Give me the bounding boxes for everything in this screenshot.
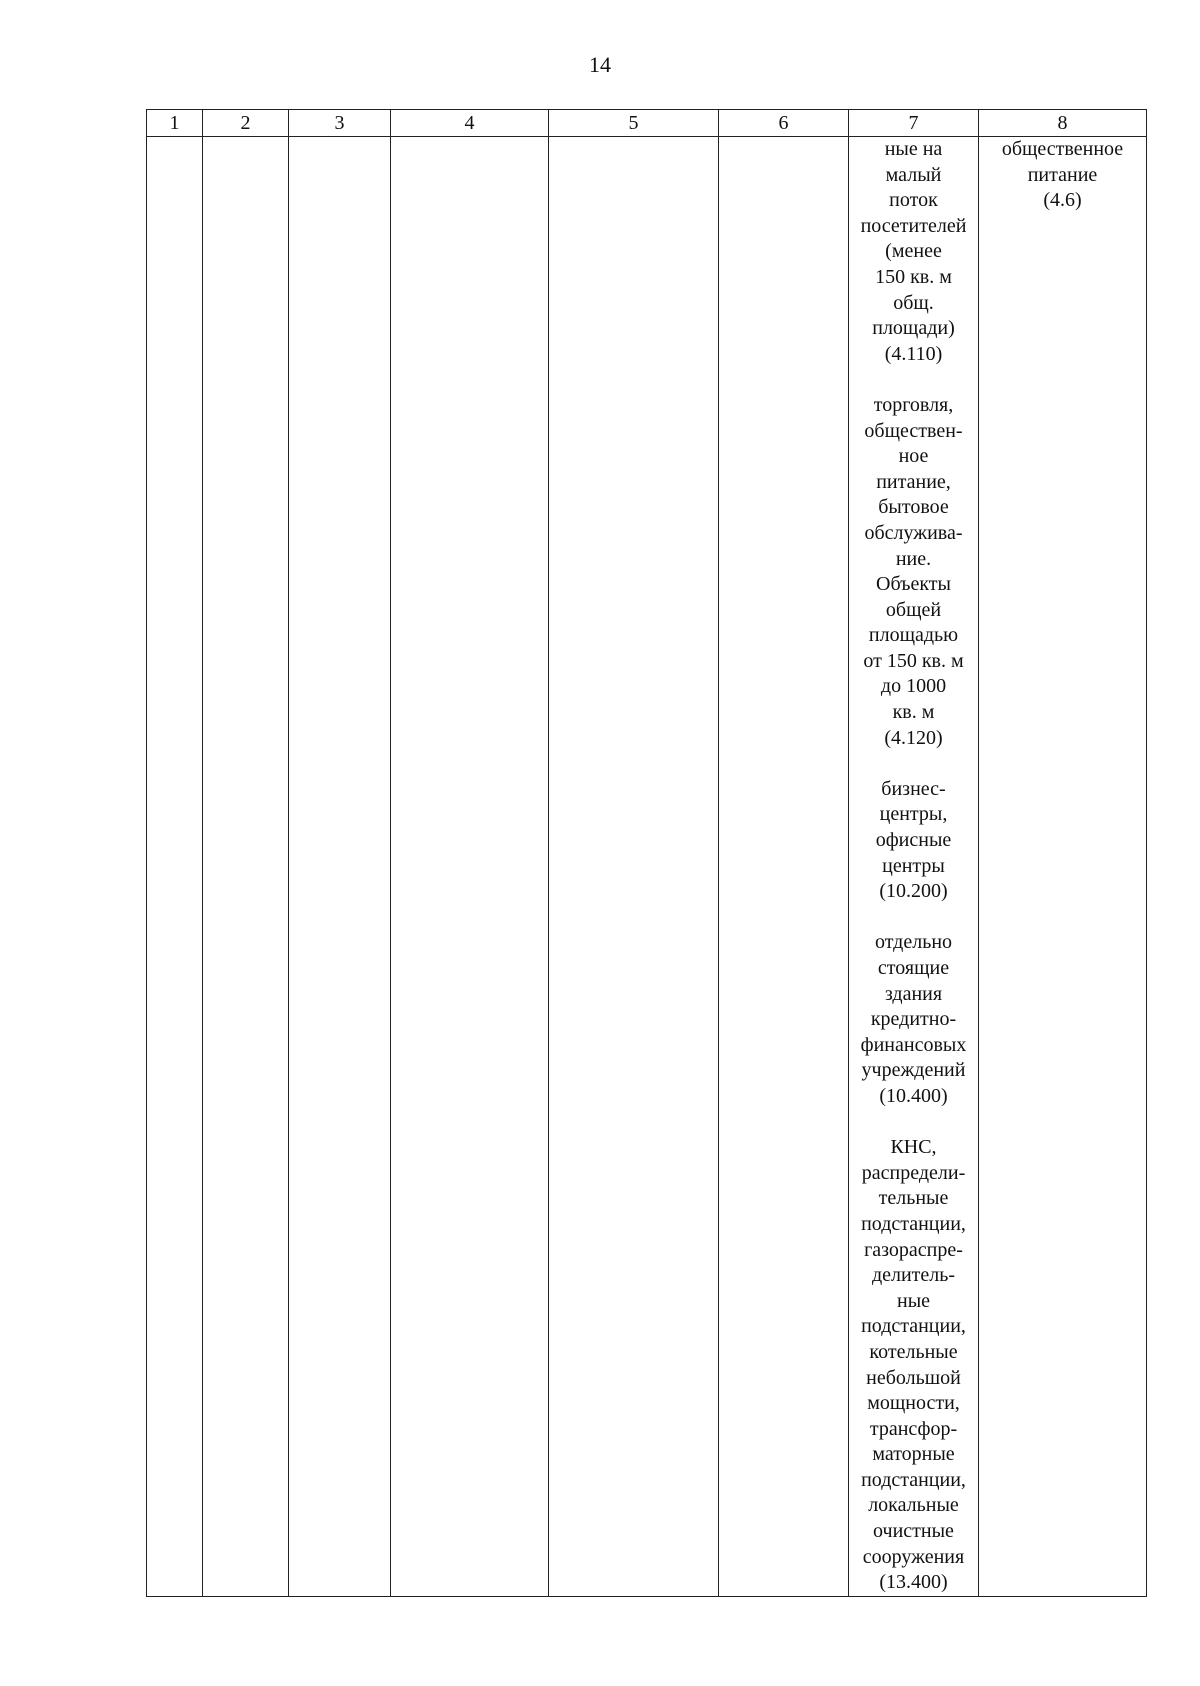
column-number: 1 (147, 110, 203, 137)
page-number: 14 (589, 52, 611, 77)
table-cell-col1 (147, 137, 203, 1597)
table-cell-col6 (719, 137, 849, 1597)
use-entry: ные на малый поток посетителей (менее 150 кв. м общ. площади) (4.110) (860, 138, 967, 365)
use-entry: отдельно стоящие здания кредитно- финансовых учреждений (10.400) (860, 931, 967, 1107)
table-cell-col4 (391, 137, 549, 1597)
table-cell-col2 (203, 137, 289, 1597)
table-cell-col5 (549, 137, 719, 1597)
zoning-table (146, 109, 1147, 1597)
column-number: 7 (849, 110, 979, 137)
column-number: 5 (549, 110, 719, 137)
column-number: 2 (203, 110, 289, 137)
column-number: 8 (979, 110, 1147, 137)
table-cell-col3 (289, 137, 391, 1597)
table-cell-col8 (979, 137, 1147, 1597)
use-entry: бизнес- центры, офисные центры (10.200) (875, 777, 952, 903)
use-entry: торговля, обществен- ное питание, бытовое обслужива- ние. Объекты общей площадью от 150 кв. м до 1000 кв. м (4.120) (863, 393, 964, 749)
column-number: 4 (391, 110, 549, 137)
table-row (147, 137, 1147, 1597)
use-entry: КНС, распредели- тельные подстанции, газораспре- делитель- ные подстанции, котельные небольшой мощности, трансфор- маторные подстанции, локальные очистные сооружения (13.400) (861, 1136, 966, 1594)
column-number: 6 (719, 110, 849, 137)
column-number-row (147, 110, 1147, 137)
table-cell-col7 (849, 137, 979, 1597)
use-entry: общественное питание (4.6) (1001, 138, 1124, 212)
column-number: 3 (289, 110, 391, 137)
